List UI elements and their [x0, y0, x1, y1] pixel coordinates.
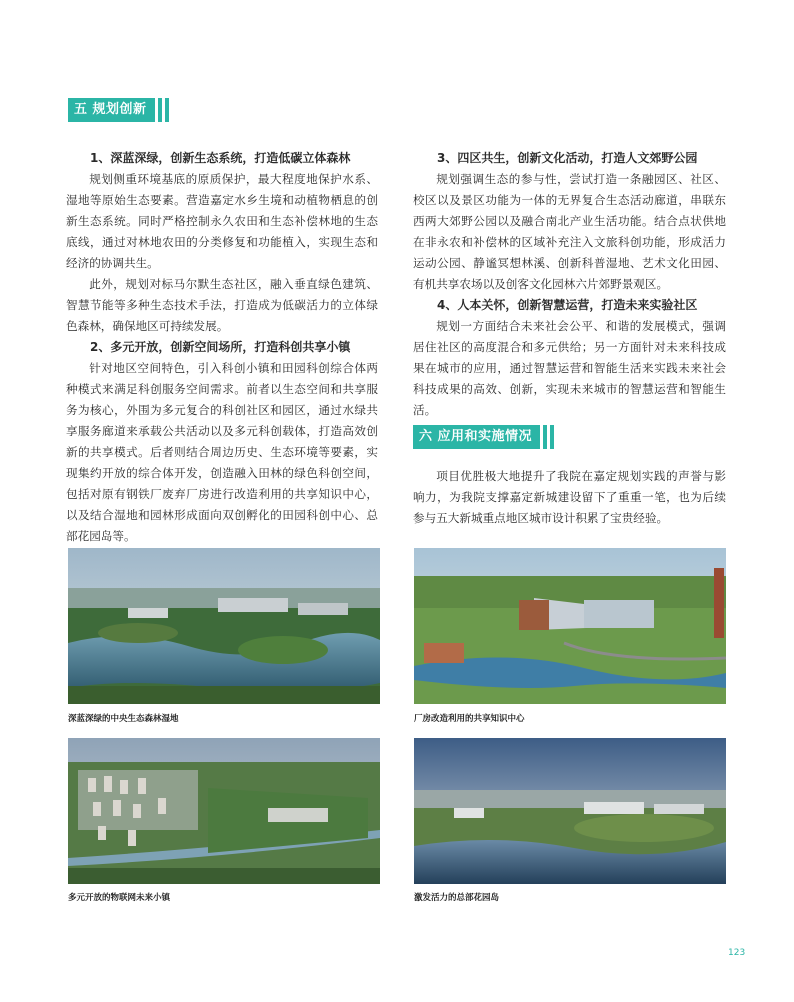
section-six-deco [550, 425, 554, 449]
caption-4: 激发活力的总部花园岛 [414, 893, 500, 903]
photo-hq-garden-island [414, 738, 726, 884]
heading-1: 1、深蓝深绿，创新生态系统，打造低碳立体森林 [90, 151, 351, 165]
heading-3: 3、四区共生，创新文化活动，打造人文郊野公园 [437, 151, 698, 165]
photo-knowledge-center [414, 548, 726, 704]
caption-2: 厂房改造利用的共享知识中心 [414, 714, 525, 724]
heading-4: 4、人本关怀，创新智慧运营，打造未来实验社区 [437, 298, 698, 312]
section-five-heading [68, 98, 169, 122]
caption-1: 深蓝深绿的中央生态森林湿地 [68, 714, 179, 724]
left-column [66, 148, 378, 547]
heading-2: 2、多元开放，创新空间场所，打造科创共享小镇 [90, 340, 351, 354]
section-six-text [413, 466, 726, 529]
paragraph-1: 规划侧重环境基底的原质保护，最大程度地保护水系、湿地等原始生态要素。营造嘉定水乡生境和动植物栖息的创新生态系统。同时严格控制永久农田和生态补偿林地的生态底线，通过对林地农田的分类修复和功能植入，实现生态和经济的协调共生。 [66, 172, 378, 270]
section-six-heading [413, 425, 554, 449]
caption-3: 多元开放的物联网未来小镇 [68, 893, 171, 903]
paragraph-2: 此外，规划对标马尔默生态社区，融入垂直绿色建筑、智慧节能等多种生态技术手法，打造成为低碳活力的立体绿色森林，确保地区可持续发展。 [66, 277, 378, 333]
right-column [413, 148, 726, 421]
paragraph-4: 规划强调生态的参与性，尝试打造一条融园区、社区、校区以及景区功能为一体的无界复合生态活动廊道，串联东西两大郊野公园以及融合南北产业生活功能。结合点状供地在非永农和补偿林的区域补充注入文旅科创功能，形成活力运动公园、静谧冥想林溪、创新科普湿地、艺术文化田园、有机共享农场以及创客文化园林六片郊野景观区。 [413, 172, 726, 291]
section-six-title: 六 应用和实施情况 [413, 425, 540, 449]
paragraph-5: 规划一方面结合未来社会公平、和谐的发展模式，强调居住社区的高度混合和多元供给；另一方面针对未来科技成果在城市的应用，通过智慧运营和智能生活来实践未来社会科技成果的高效、创新，实现未来城市的智慧运营和智能生活。 [413, 319, 726, 417]
page-number: 123 [728, 948, 746, 958]
section-five-title: 五 规划创新 [68, 98, 155, 122]
paragraph-6: 项目优胜极大地提升了我院在嘉定规划实践的声誉与影响力，为我院支撑嘉定新城建设留下了重重一笔，也为后续参与五大新城重点地区城市设计积累了宝贵经验。 [413, 469, 726, 525]
section-five-deco [165, 98, 169, 122]
paragraph-3: 针对地区空间特色，引入科创小镇和田园科创综合体两种模式来满足科创服务空间需求。前者以生态空间和共享服务为核心，外围为多元复合的科创社区和园区，通过水绿共享服务廊道来承载公共活动以及多元科创载体，打造高效创新的共享模式。后者则结合周边历史、生态环境等要素，实现集约开放的综合体开发，创造融入田林的绿色科创空间，包括对原有钢铁厂废弃厂房进行改造利用的共享知识中心，以及结合湿地和园林形成面向双创孵化的田园科创中心、总部花园岛等。 [66, 361, 378, 543]
photo-central-wetland [68, 548, 380, 704]
photo-iot-town [68, 738, 380, 884]
